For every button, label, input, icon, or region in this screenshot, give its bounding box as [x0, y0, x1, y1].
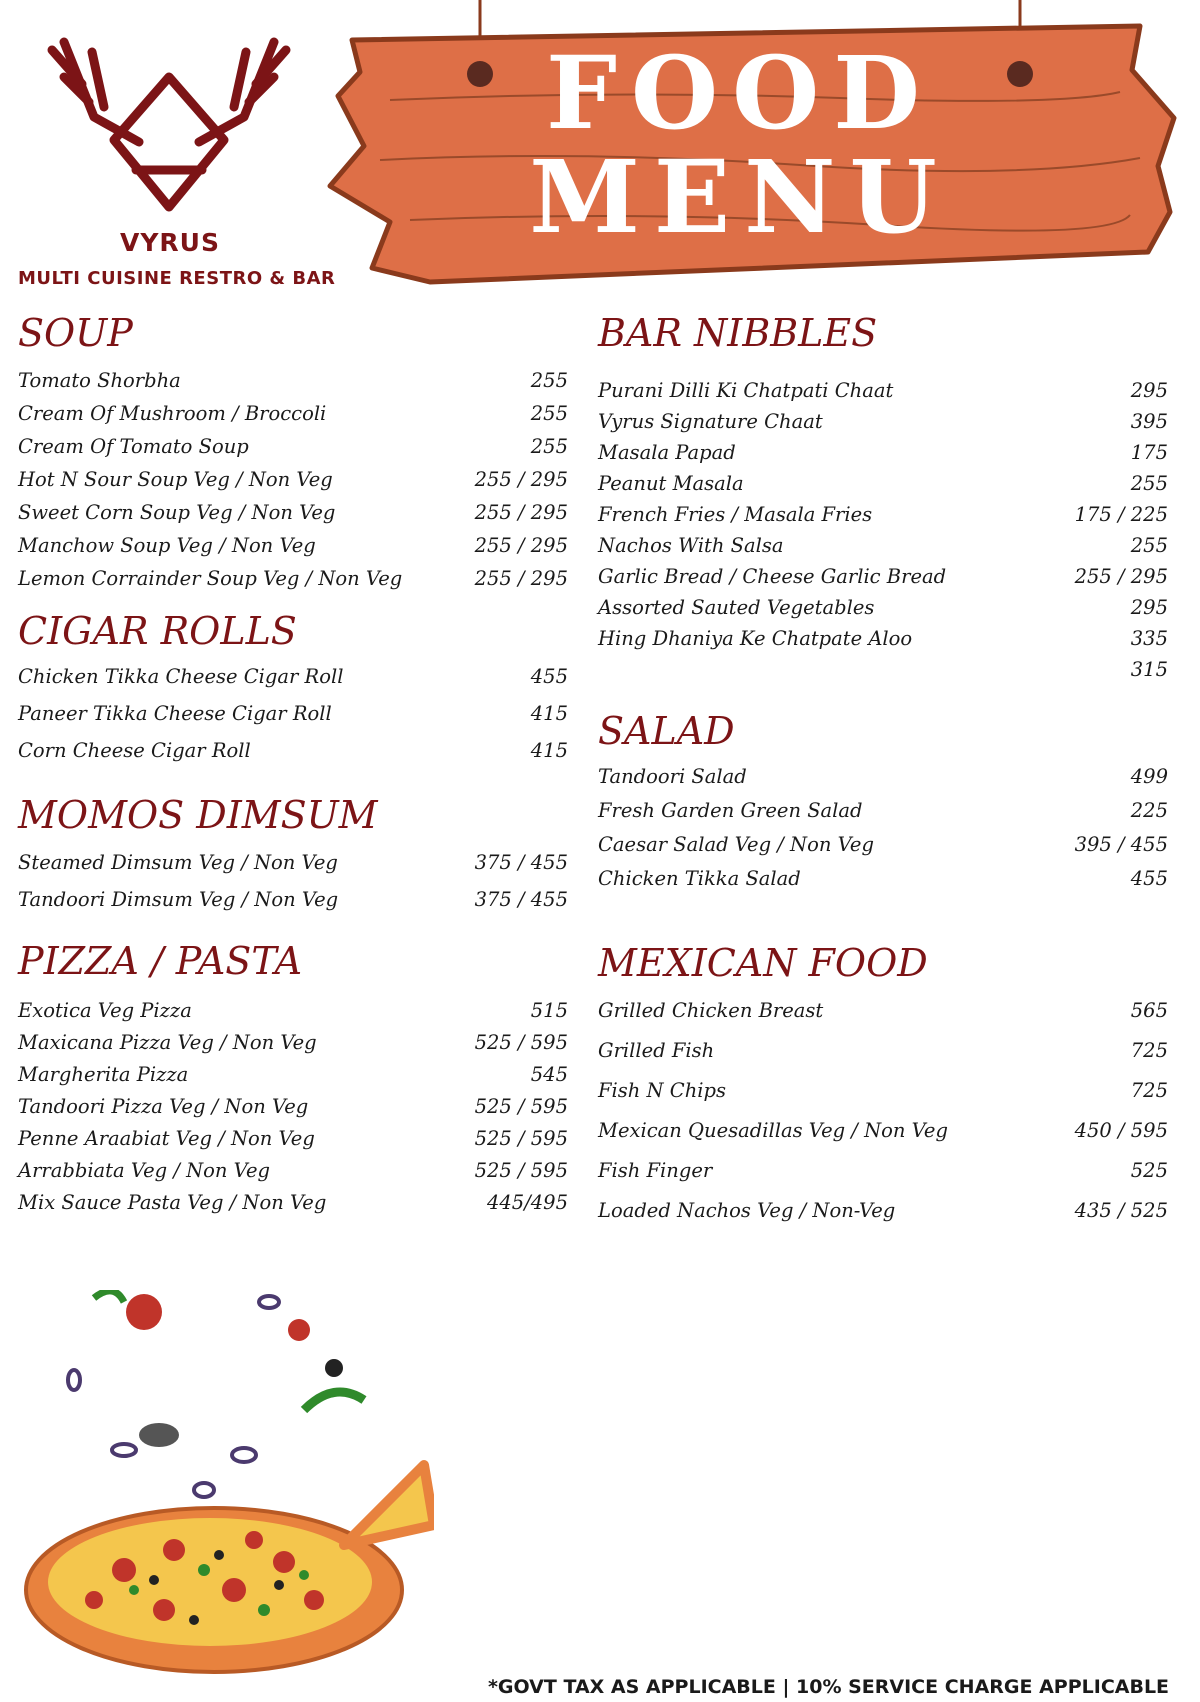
menu-item-name: Mix Sauce Pasta Veg / Non Veg — [18, 1191, 327, 1214]
section-title: BAR NIBBLES — [598, 311, 878, 355]
menu-item — [598, 376, 1168, 406]
menu-item — [18, 848, 568, 878]
section-title: MEXICAN FOOD — [598, 941, 928, 985]
menu-item-price: 525 / 595 — [474, 1127, 568, 1150]
menu-item-price: 455 — [1130, 867, 1168, 890]
menu-item-name: Steamed Dimsum Veg / Non Veg — [18, 851, 338, 874]
menu-item-name: Mexican Quesadillas Veg / Non Veg — [598, 1119, 948, 1142]
menu-item — [598, 407, 1168, 437]
menu-item-name: Arrabbiata Veg / Non Veg — [18, 1159, 270, 1182]
menu-item — [598, 1116, 1168, 1146]
menu-item-price: 415 — [530, 739, 568, 762]
brand-tagline: MULTI CUISINE RESTRO & BAR — [18, 268, 336, 289]
menu-item — [598, 562, 1168, 592]
menu-item-price: 525 / 595 — [474, 1095, 568, 1118]
menu-item — [18, 885, 568, 915]
menu-item-name: Nachos With Salsa — [598, 534, 784, 557]
menu-item-price: 499 — [1130, 765, 1168, 788]
menu-item-price: 255 — [530, 402, 568, 425]
menu-item-name: Peanut Masala — [598, 472, 744, 495]
menu-item-name: Garlic Bread / Cheese Garlic Bread — [598, 565, 947, 588]
menu-item-name: Tomato Shorbha — [18, 369, 181, 392]
brand-name: VYRUS — [119, 228, 220, 257]
menu-item — [18, 1188, 568, 1218]
menu-item-name: Penne Araabiat Veg / Non Veg — [18, 1127, 315, 1150]
menu-item-name: Chicken Tikka Salad — [598, 867, 801, 890]
menu-item — [18, 399, 568, 429]
menu-item-price: 255 / 295 — [474, 501, 568, 524]
menu-item-name: Exotica Veg Pizza — [18, 999, 192, 1022]
menu-item-price: 255 — [1130, 534, 1168, 557]
menu-item-name: Hing Dhaniya Ke Chatpate Aloo — [598, 627, 913, 650]
section-title: PIZZA / PASTA — [18, 939, 303, 983]
menu-item-name: Grilled Chicken Breast — [598, 999, 824, 1022]
menu-item — [18, 736, 568, 766]
menu-item-price: 255 — [1130, 472, 1168, 495]
menu-item — [598, 469, 1168, 499]
menu-item-price: 225 — [1130, 799, 1168, 822]
menu-item — [18, 996, 568, 1026]
menu-item-price: 255 / 295 — [474, 468, 568, 491]
menu-item — [598, 1076, 1168, 1106]
menu-item-price: 435 / 525 — [1074, 1199, 1168, 1222]
deer-antler-logo-icon — [44, 22, 294, 222]
menu-item — [598, 1196, 1168, 1226]
menu-item-name: Tandoori Dimsum Veg / Non Veg — [18, 888, 339, 911]
menu-item-price: 175 — [1130, 441, 1168, 464]
menu-item-price: 725 — [1130, 1039, 1168, 1062]
menu-item-name: Cream Of Tomato Soup — [18, 435, 249, 458]
menu-item — [598, 830, 1168, 860]
menu-item-price: 515 — [530, 999, 568, 1022]
menu-item — [18, 366, 568, 396]
menu-item-name: Assorted Sauted Vegetables — [598, 596, 875, 619]
menu-item-price: 295 — [1130, 379, 1168, 402]
menu-item — [598, 762, 1168, 792]
menu-item — [18, 1060, 568, 1090]
menu-item-price: 395 / 455 — [1074, 833, 1168, 856]
menu-item-price: 335 — [1130, 627, 1168, 650]
menu-item-name: Hot N Sour Soup Veg / Non Veg — [18, 468, 333, 491]
menu-item-price: 175 / 225 — [1074, 503, 1168, 526]
section-title: CIGAR ROLLS — [18, 609, 297, 653]
section-title: SOUP — [18, 311, 133, 355]
menu-item-name: Vyrus Signature Chaat — [598, 410, 823, 433]
menu-item — [598, 655, 1168, 685]
menu-item-name: Tandoori Pizza Veg / Non Veg — [18, 1095, 309, 1118]
menu-item-name: Fish Finger — [598, 1159, 713, 1182]
menu-item-price: 255 — [530, 435, 568, 458]
menu-item-name: Paneer Tikka Cheese Cigar Roll — [18, 702, 332, 725]
menu-item-price: 565 — [1130, 999, 1168, 1022]
menu-title-line1: FOOD — [546, 34, 934, 152]
menu-item-price: 375 / 455 — [474, 851, 568, 874]
menu-item-price: 725 — [1130, 1079, 1168, 1102]
menu-item-price: 395 — [1130, 410, 1168, 433]
footer-note: *GOVT TAX AS APPLICABLE | 10% SERVICE CHARGE APPLICABLE — [488, 1676, 1170, 1698]
menu-item-name: Caesar Salad Veg / Non Veg — [598, 833, 874, 856]
menu-item-price: 315 — [1130, 658, 1168, 681]
menu-item-price: 525 / 595 — [474, 1031, 568, 1054]
menu-item-name: Cream Of Mushroom / Broccoli — [18, 402, 327, 425]
menu-item-name: Fresh Garden Green Salad — [598, 799, 863, 822]
menu-item-price: 255 / 295 — [474, 534, 568, 557]
menu-item — [18, 498, 568, 528]
menu-item — [18, 465, 568, 495]
menu-item — [18, 662, 568, 692]
menu-item-name: Fish N Chips — [598, 1079, 726, 1102]
pizza-illustration-icon — [14, 1290, 434, 1690]
menu-item-price: 415 — [530, 702, 568, 725]
menu-item — [598, 624, 1168, 654]
menu-item-price: 525 — [1130, 1159, 1168, 1182]
menu-item-name: Corn Cheese Cigar Roll — [18, 739, 251, 762]
menu-item-name: Manchow Soup Veg / Non Veg — [18, 534, 316, 557]
menu-item-name: Sweet Corn Soup Veg / Non Veg — [18, 501, 336, 524]
menu-item-price: 455 — [530, 665, 568, 688]
section-title: MOMOS DIMSUM — [18, 793, 378, 837]
menu-item-name: Lemon Corrainder Soup Veg / Non Veg — [18, 567, 403, 590]
menu-item-name: Margherita Pizza — [18, 1063, 189, 1086]
menu-item — [18, 564, 568, 594]
menu-item — [598, 500, 1168, 530]
menu-item-price: 545 — [530, 1063, 568, 1086]
menu-item — [598, 1156, 1168, 1186]
menu-item-name: Masala Papad — [598, 441, 736, 464]
menu-item-name: French Fries / Masala Fries — [598, 503, 873, 526]
menu-item-price: 375 / 455 — [474, 888, 568, 911]
menu-item-price: 295 — [1130, 596, 1168, 619]
menu-item — [18, 1156, 568, 1186]
menu-item-price: 255 / 295 — [474, 567, 568, 590]
menu-item — [598, 1036, 1168, 1066]
menu-item-name: Purani Dilli Ki Chatpati Chaat — [598, 379, 894, 402]
menu-item — [18, 432, 568, 462]
menu-item — [18, 699, 568, 729]
menu-item-price: 255 — [530, 369, 568, 392]
menu-title-line2: MENU — [529, 138, 951, 256]
menu-item-price: 255 / 295 — [1074, 565, 1168, 588]
menu-item-name: Tandoori Salad — [598, 765, 747, 788]
menu-item — [18, 531, 568, 561]
menu-item-price: 450 / 595 — [1074, 1119, 1168, 1142]
menu-item — [18, 1028, 568, 1058]
menu-item — [598, 531, 1168, 561]
wooden-sign-icon — [320, 0, 1180, 290]
menu-item-name: Grilled Fish — [598, 1039, 715, 1062]
menu-item-name: Maxicana Pizza Veg / Non Veg — [18, 1031, 317, 1054]
menu-item — [598, 996, 1168, 1026]
menu-item — [598, 864, 1168, 894]
menu-item-price: 445/495 — [486, 1191, 568, 1214]
menu-item — [598, 796, 1168, 826]
menu-item — [18, 1092, 568, 1122]
section-title: SALAD — [598, 709, 735, 753]
menu-item — [598, 438, 1168, 468]
menu-item — [598, 593, 1168, 623]
menu-item — [18, 1124, 568, 1154]
menu-item-price: 525 / 595 — [474, 1159, 568, 1182]
menu-item-name: Loaded Nachos Veg / Non-Veg — [598, 1199, 896, 1222]
menu-item-name: Chicken Tikka Cheese Cigar Roll — [18, 665, 344, 688]
